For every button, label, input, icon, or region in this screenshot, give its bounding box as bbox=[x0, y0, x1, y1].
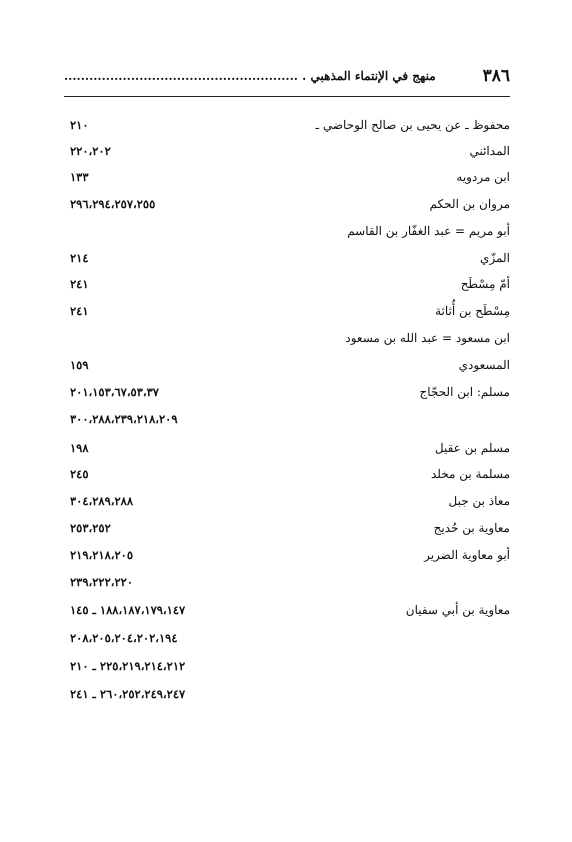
index-entry bbox=[64, 521, 510, 541]
entry-name: مروان بن الحكم bbox=[429, 197, 510, 211]
entry-pages: ٢٤١ bbox=[70, 277, 89, 291]
index-entry bbox=[64, 277, 510, 297]
entry-pages: ٢٦٠،٢٥٢،٢٤٩،٢٤٧ ـ ٢٤١ bbox=[70, 687, 186, 701]
page-header bbox=[64, 66, 510, 92]
running-title: منهج في الإنتماء المذهبي . ........................................................ bbox=[64, 69, 436, 83]
entry-pages: ٢٠١،١٥٣،٦٧،٥٣،٣٧ bbox=[70, 385, 159, 399]
index-entry bbox=[64, 197, 510, 217]
entry-pages: ٢٠٨،٢٠٥،٢٠٤،٢٠٢،١٩٤ bbox=[70, 631, 178, 645]
entry-name: أبو مريم = عبد الغفّار بن القاسم bbox=[347, 224, 510, 238]
entry-name: معاوية بن أبي سفيان bbox=[405, 603, 510, 617]
entry-pages: ٢٢٠،٢٠٢ bbox=[70, 144, 111, 158]
entry-pages: ٢٩٦،٢٩٤،٢٥٧،٢٥٥ bbox=[70, 197, 156, 211]
entry-name: أبو معاوية الضرير bbox=[424, 548, 510, 562]
entry-name: المدائني bbox=[469, 144, 510, 158]
entry-pages: ٣٠٤،٢٨٩،٢٨٨ bbox=[70, 494, 134, 508]
page-number: ٣٨٦ bbox=[482, 66, 510, 86]
entry-name: المزّي bbox=[480, 251, 510, 265]
index-entry-continuation bbox=[64, 412, 510, 432]
entry-pages: ٢٤١ bbox=[70, 304, 89, 318]
index-entry-continuation bbox=[64, 659, 510, 679]
index-entry bbox=[64, 170, 510, 190]
index-entry bbox=[64, 548, 510, 568]
entry-name: معاوية بن حُديج bbox=[433, 521, 510, 535]
index-entry bbox=[64, 331, 510, 351]
entry-name: محفوظ ـ عن يحيى بن صالح الوحاضي ـ bbox=[315, 118, 510, 132]
entry-name: مسلمة بن مخلد bbox=[430, 467, 510, 481]
index-entry bbox=[64, 144, 510, 164]
index-entry bbox=[64, 224, 510, 244]
index-entry bbox=[64, 385, 510, 405]
header-rule bbox=[64, 96, 510, 97]
entry-pages: ١٨٨،١٨٧،١٧٩،١٤٧ ـ ١٤٥ bbox=[70, 603, 186, 617]
entry-pages: ٢٢٥،٢١٩،٢١٤،٢١٢ ـ ٢١٠ bbox=[70, 659, 186, 673]
entry-name: مسلم: ابن الحجّاج bbox=[419, 385, 510, 399]
entry-pages: ١٩٨ bbox=[70, 441, 89, 455]
entry-name: معاذ بن جبل bbox=[448, 494, 510, 508]
entry-name: المسعودي bbox=[458, 358, 510, 372]
entry-pages: ١٥٩ bbox=[70, 358, 89, 372]
index-entry bbox=[64, 467, 510, 487]
index-entry bbox=[64, 251, 510, 271]
entry-pages: ٢٤٥ bbox=[70, 467, 89, 481]
index-entry bbox=[64, 304, 510, 324]
entry-pages: ١٣٣ bbox=[70, 170, 89, 184]
entry-name: مسلم بن عقيل bbox=[434, 441, 510, 455]
index-entry bbox=[64, 118, 510, 138]
index-entry bbox=[64, 494, 510, 514]
entry-pages: ٢١٠ bbox=[70, 118, 89, 132]
entry-pages: ٢١٩،٢١٨،٢٠٥ bbox=[70, 548, 134, 562]
entry-pages: ٢٥٣،٢٥٢ bbox=[70, 521, 111, 535]
entry-name: مِسْطَح بن أُثاثة bbox=[435, 304, 510, 318]
entry-pages: ٣٠٠،٢٨٨،٢٣٩،٢١٨،٢٠٩ bbox=[70, 412, 178, 426]
index-entry bbox=[64, 603, 510, 623]
index-entry bbox=[64, 358, 510, 378]
entry-name: ابن مسعود = عبد الله بن مسعود bbox=[345, 331, 510, 345]
entry-name: أمّ مِسْطَح bbox=[460, 277, 510, 291]
index-entry bbox=[64, 441, 510, 461]
index-entry-continuation bbox=[64, 575, 510, 595]
entry-pages: ٢١٤ bbox=[70, 251, 89, 265]
entry-pages: ٢٣٩،٢٢٢،٢٢٠ bbox=[70, 575, 134, 589]
entry-name: ابن مردويه bbox=[456, 170, 510, 184]
index-entry-continuation bbox=[64, 631, 510, 651]
index-entry-continuation bbox=[64, 687, 510, 707]
